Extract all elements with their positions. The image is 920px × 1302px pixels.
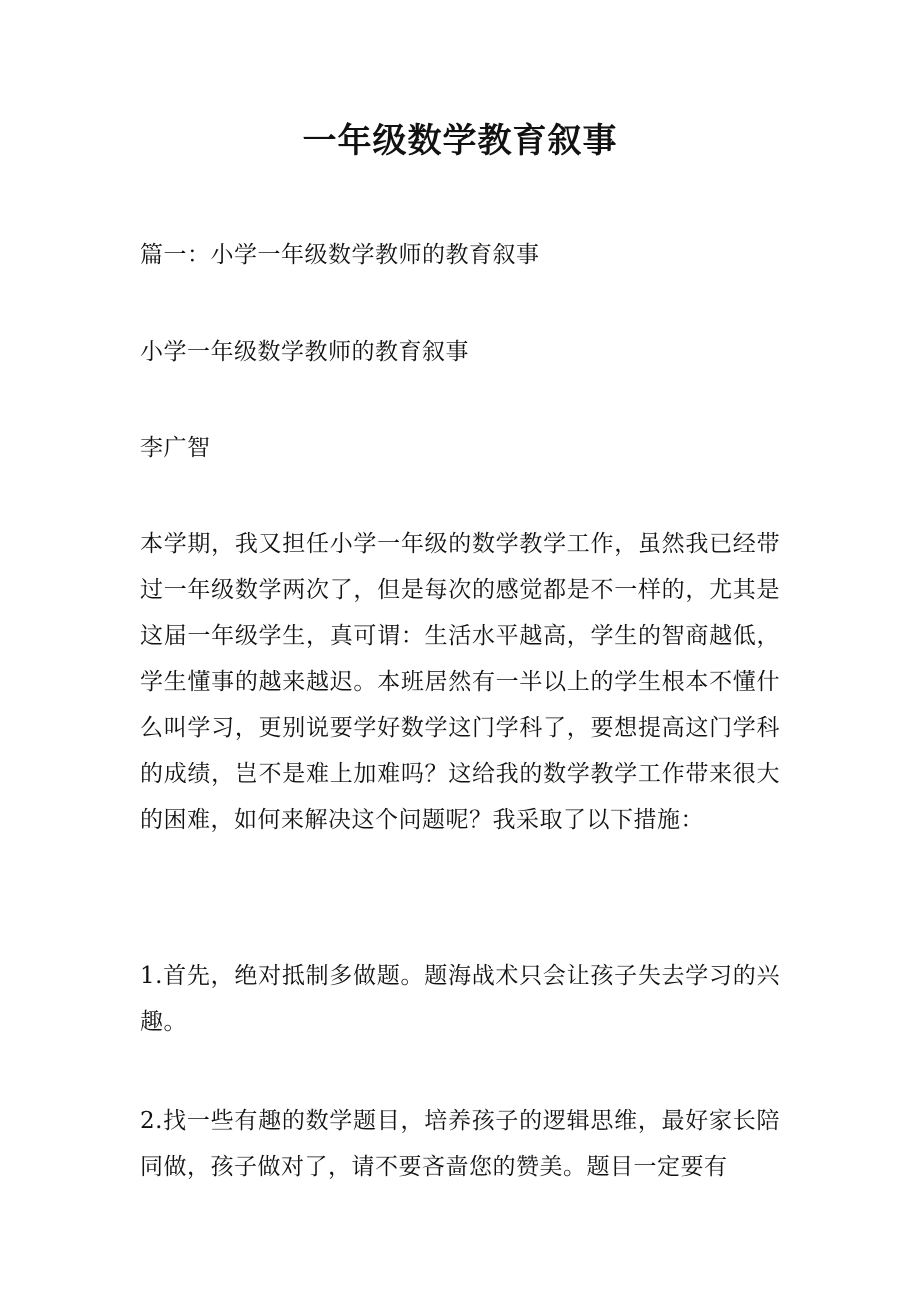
section-heading: 篇一：小学一年级数学教师的教育叙事 (140, 242, 540, 268)
body-paragraph-measure-1: 1.首先，绝对抵制多做题。题海战术只会让孩子失去学习的兴趣。 (140, 963, 780, 1035)
body-paragraph-intro: 本学期，我又担任小学一年级的数学教学工作，虽然我已经带过一年级数学两次了，但是每次的感觉都是不一样的，尤其是这届一年级学生，真可谓：生活水平越高，学生的智商越低，学生懂事的越来越迟。本班居然有一半以上的学生根本不懂什么叫学习，更别说要学好数学这门学科了，要想提高这门学科的成绩，岂不是难上加难吗？这给我的数学教学工作带来很大的困难，如何来解决这个问题呢？我采取了以下措施： (140, 531, 780, 833)
document-title: 一年级数学教育叙事 (302, 121, 618, 161)
author-name: 李广智 (140, 435, 211, 461)
article-title: 小学一年级数学教师的教育叙事 (140, 339, 469, 365)
body-paragraph-measure-2: 2.找一些有趣的数学题目，培养孩子的逻辑思维，最好家长陪同做，孩子做对了，请不要吝啬您的赞美。题目一定要有 (140, 1108, 780, 1180)
